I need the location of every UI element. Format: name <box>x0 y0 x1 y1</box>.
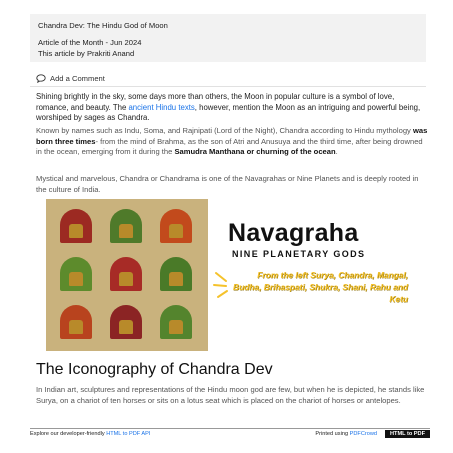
pdfcrowd-link[interactable]: PDFCrowd <box>349 431 377 437</box>
add-comment-link[interactable] <box>36 74 105 83</box>
names-paragraph <box>36 126 428 158</box>
idol-figure <box>119 320 133 334</box>
navagraha-shelf-image <box>46 199 208 351</box>
idol-figure <box>169 320 183 334</box>
names-text-2: - from the mind of Brahma, as the son of Atri and Anusuya and the third time, after being drowned in the ocean, emerging from it during the <box>36 136 423 157</box>
shelf-niche <box>160 305 192 339</box>
intro-paragraph <box>36 92 428 124</box>
banner-subtitle: NINE PLANETARY GODS <box>232 249 366 259</box>
article-header <box>30 14 426 62</box>
shelf-niche <box>60 257 92 291</box>
section-heading: The Iconography of Chandra Dev <box>36 361 273 378</box>
intro-text-2: , however, mention the Moon as an intriguing and powerful being, worshiped by sages as Chandra. <box>36 102 421 123</box>
divider <box>30 86 426 87</box>
intro-text-1: Shining brightly in the sky, some days more than others, the Moon in popular culture is a symbol of love, romance, and beauty. The <box>36 92 395 112</box>
navagraha-paragraph: Mystical and marvelous, Chandra or Chandrama is one of the Navagrahas or Nine Planets and is deeply rooted in the culture of India. <box>36 174 419 194</box>
names-text-end: . <box>335 147 338 157</box>
samudra-manthana: Samudra Manthana or churning of the ocean <box>174 147 336 157</box>
shelf-niche <box>60 305 92 339</box>
add-comment-label: Add a Comment <box>50 74 105 83</box>
banner-title: Navagraha <box>228 219 359 247</box>
idol-figure <box>119 224 133 238</box>
idol-figure <box>119 272 133 286</box>
born-three-times: was born three times <box>36 126 428 146</box>
article-title: Chandra Dev: The Hindu God of Moon <box>38 21 168 30</box>
article-of-month: Article of the Month - Jun 2024 <box>38 38 142 47</box>
shelf-niche <box>160 209 192 243</box>
html-to-pdf-button[interactable]: HTML to PDF <box>385 430 430 438</box>
footer-mid <box>315 431 377 437</box>
ancient-hindu-texts-link[interactable]: ancient Hindu texts <box>128 102 195 112</box>
html-to-pdf-api-link[interactable]: HTML to PDF API <box>106 431 151 437</box>
idol-figure <box>169 224 183 238</box>
idol-figure <box>69 320 83 334</box>
footer-left-text: Explore our developer-friendly <box>30 431 107 437</box>
idol-figure <box>169 272 183 286</box>
shelf-niche <box>160 257 192 291</box>
iconography-paragraph: In Indian art, sculptures and representations of the Hindu moon god are few, but when he is depicted, he stands like Surya, on a chariot of ten horses or sits on a lotus seat which is placed on the chariot of horses or antelopes. <box>36 385 425 405</box>
article-byline: This article by Prakriti Anand <box>38 49 135 58</box>
navagraha-banner <box>46 199 408 351</box>
shelf-niche <box>60 209 92 243</box>
shelf-niche <box>110 305 142 339</box>
names-text-1: Known by names such as Indu, Soma, and Rajnipati (Lord of the Night), Chandra according to Hindu mythology <box>36 126 413 135</box>
shelf-niche <box>110 257 142 291</box>
banner-caption: From the left Surya, Chandra, Mangal, Budha, Brihaspati, Shukra, Shani, Rahu and Ketu <box>233 270 408 304</box>
footer-left <box>30 431 315 437</box>
idol-figure <box>69 272 83 286</box>
shelf-niche <box>110 209 142 243</box>
pdf-footer <box>30 428 430 439</box>
comment-icon <box>36 74 46 83</box>
footer-mid-text: Printed using <box>315 431 350 437</box>
idol-figure <box>69 224 83 238</box>
